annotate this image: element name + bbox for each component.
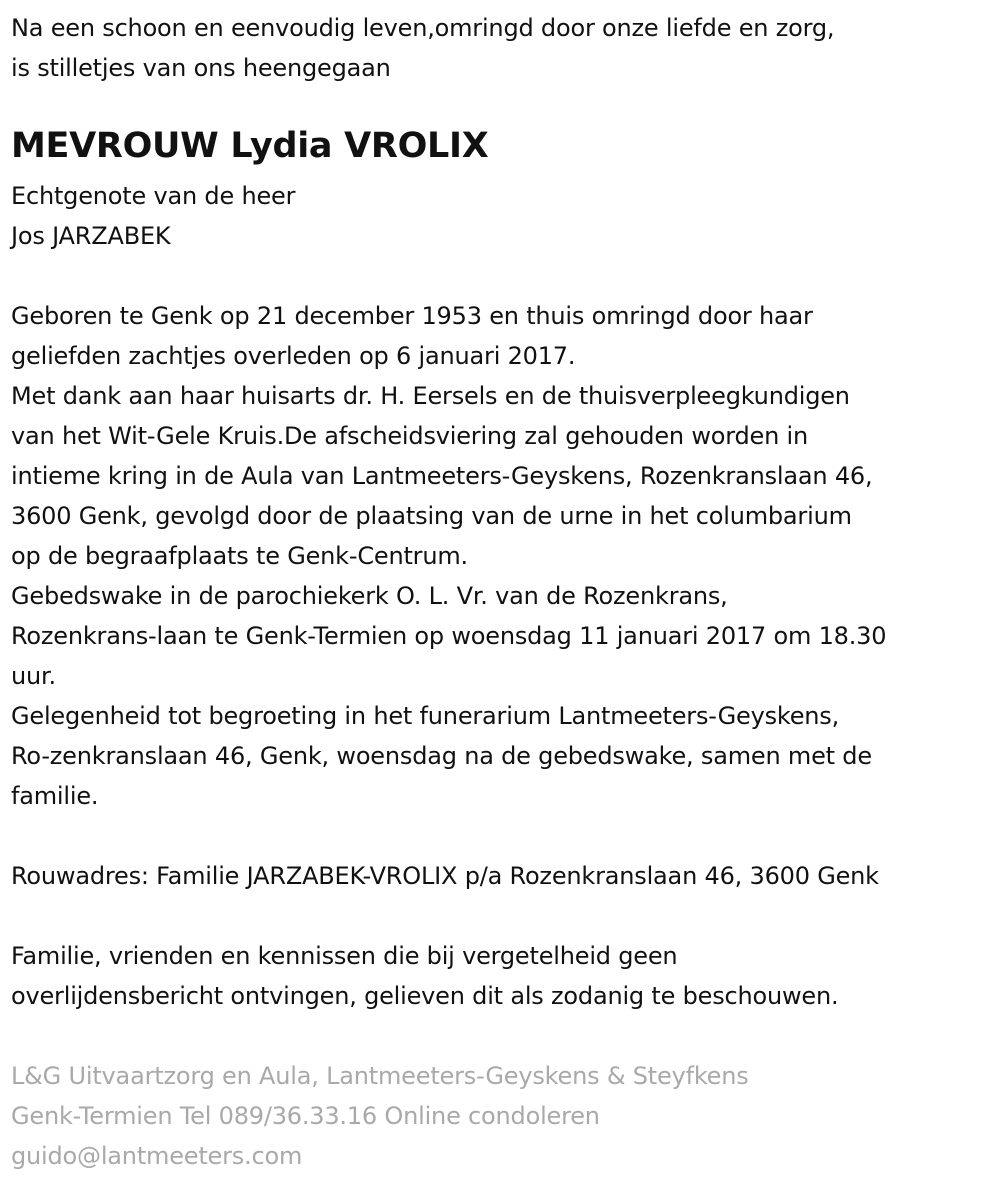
body-line: Met dank aan haar huisarts dr. H. Eersels en de thuisverpleegkundigen (11, 382, 850, 410)
body-line: intieme kring in de Aula van Lantmeeters-Geyskens, Rozenkranslaan 46, (11, 462, 873, 490)
deceased-name: MEVROUW Lydia VROLIX (11, 126, 489, 166)
body-line: van het Wit-Gele Kruis.De afscheidsviering zal gehouden worden in (11, 422, 809, 450)
body-line: Gebedswake in de parochiekerk O. L. Vr. van de Rozenkrans, (11, 582, 728, 610)
death-notice (11, 8, 991, 1176)
spouse-info (11, 176, 991, 256)
spacer (11, 1016, 991, 1056)
footer-line: Genk-Termien Tel 089/36.33.16 Online condoleren (11, 1102, 600, 1130)
notice-line: Familie, vrienden en kennissen die bij vergetelheid geen (11, 942, 678, 970)
intro-line: is stilletjes van ons heengegaan (11, 54, 391, 82)
family-notice (11, 936, 991, 1016)
spacer (11, 896, 991, 936)
body-line: Rozenkrans-laan te Genk-Termien op woensdag 11 januari 2017 om 18.30 (11, 622, 887, 650)
intro-text (11, 8, 991, 88)
footer-email: guido@lantmeeters.com (11, 1142, 303, 1170)
notice-line: overlijdensbericht ontvingen, gelieven dit als zodanig te beschouwen. (11, 982, 839, 1010)
spacer (11, 816, 991, 856)
spouse-line: Echtgenote van de heer (11, 182, 296, 210)
body-line: Gelegenheid tot begroeting in het funerarium Lantmeeters-Geyskens, (11, 702, 840, 730)
footer-line: L&G Uitvaartzorg en Aula, Lantmeeters-Geyskens & Steyfkens (11, 1062, 749, 1090)
funeral-home-footer (11, 1056, 991, 1176)
body-line: op de begraafplaats te Genk-Centrum. (11, 542, 468, 570)
spacer (11, 256, 991, 296)
notice-body (11, 296, 991, 816)
body-line: 3600 Genk, gevolgd door de plaatsing van de urne in het columbarium (11, 502, 852, 530)
body-line: geliefden zachtjes overleden op 6 januari 2017. (11, 342, 576, 370)
body-line: familie. (11, 782, 99, 810)
body-line: Ro-zenkranslaan 46, Genk, woensdag na de gebedswake, samen met de (11, 742, 872, 770)
body-line: uur. (11, 662, 56, 690)
mourning-address: Rouwadres: Familie JARZABEK-VROLIX p/a Rozenkranslaan 46, 3600 Genk (11, 862, 879, 890)
body-line: Geboren te Genk op 21 december 1953 en thuis omringd door haar (11, 302, 813, 330)
intro-line: Na een schoon en eenvoudig leven,omringd door onze liefde en zorg, (11, 14, 835, 42)
spouse-line: Jos JARZABEK (11, 222, 171, 250)
